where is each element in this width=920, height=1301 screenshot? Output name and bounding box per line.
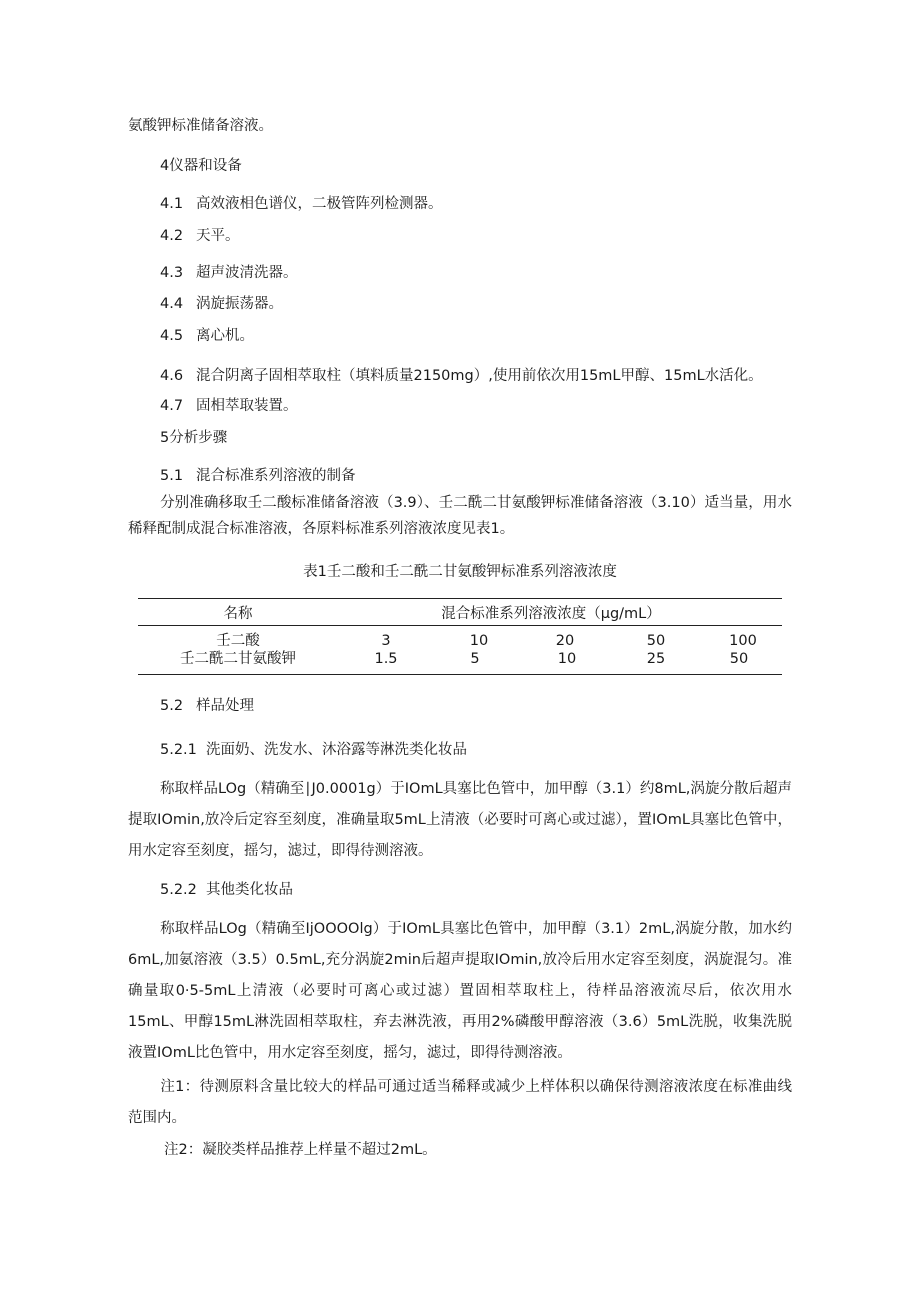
paragraph-5-2-1 [128,774,792,867]
item-number: 4.2 [160,228,184,244]
list-item-4-2 [160,226,240,246]
table-caption: 表1壬二酸和壬二酰二甘氨酸钾标准系列溶液浓度 [303,564,617,580]
item-text: 高效液相色谱仪，二极管阵列检测器。 [196,196,443,212]
list-item-4-6 [160,366,763,386]
item-number: 4.1 [160,196,184,212]
subsection-title: 其他类化妆品 [206,882,293,898]
paragraph-text: 分别准确移取壬二酸标准储备溶液（3.9）、壬二酰二甘氨酸钾标准储备溶液（3.10）适当量，用水稀释配制成混合标准溶液，各原料标准系列溶液浓度见表1。 [128,495,792,537]
subsection-number: 5.2 [160,698,184,714]
subsection-5-2-2-heading [160,880,293,900]
item-number: 4.5 [160,328,184,344]
paragraph-5-2-2 [128,914,792,1069]
paragraph-5-1 [128,490,792,542]
list-item-4-5 [160,326,254,346]
row-value: 10 [469,633,489,649]
list-item-4-1 [160,194,443,214]
intro-line: 氨酸钾标准储备溶液。 [128,118,273,134]
table-bottom-rule [138,674,782,675]
section-5-heading: 5分析步骤 [160,430,228,446]
row-value: 25 [646,651,666,667]
subsection-number: 5.1 [160,468,184,484]
note-2: 注2：凝胶类样品推荐上样量不超过2mL。 [164,1142,437,1158]
item-number: 4.4 [160,296,184,312]
list-item-4-3 [160,263,298,283]
item-text: 固相萃取装置。 [196,398,298,414]
item-number: 4.7 [160,398,184,414]
subsection-title: 样品处理 [196,698,254,714]
paragraph-text: 称取样品LOg（精确至IjOOOOlg）于IOmL具塞比色管中，加甲醇（3.1）2mL,涡旋分散，加水约6mL,加氨溶液（3.5）0.5mL,充分涡旋2min后超声提取IOmin,放冷后用水定容至刻度，涡旋混匀。准确量取0·5-5mL上清液（必要时可离心或过滤）置固相萃取柱上，待样品溶液流尽后，依次用水15mL、甲醇15mL淋洗固相萃取柱，弃去淋洗液，再用2%磷酸甲醇溶液（3.6）5mL洗脱，收集洗脱液置IOmL比色管中，用水定容至刻度，摇匀，滤过，即得待测溶液。 [128,921,792,1061]
row-value: 50 [729,651,749,667]
item-number: 4.6 [160,368,184,384]
item-text: 天平。 [196,228,240,244]
row-name: 壬二酰二甘氨酸钾 [180,651,296,667]
item-number: 4.3 [160,265,184,281]
subsection-5-2-1-heading [160,740,467,760]
row-value: 20 [555,633,575,649]
table-top-rule [138,598,782,599]
row-value: 1.5 [374,651,398,667]
row-value: 50 [646,633,666,649]
list-item-4-4 [160,294,283,314]
section-4-heading: 4仪器和设备 [160,158,242,174]
table-header-rule [138,625,782,626]
row-value: 100 [729,633,757,649]
subsection-number: 5.2.1 [160,742,197,758]
paragraph-text: 称取样品LOg（精确至∣J0.0001g）于IOmL具塞比色管中，加甲醇（3.1）约8mL,涡旋分散后超声提取IOmin,放冷后定容至刻度，准确量取5mL上清液（必要时可离心或过滤），置IOmL具塞比色管中，用水定容至刻度，摇匀，滤过，即得待测溶液。 [128,781,792,859]
item-text: 超声波清洗器。 [196,265,298,281]
row-value: 5 [470,651,480,667]
item-text: 离心机。 [196,328,254,344]
row-value: 3 [381,633,391,649]
subsection-5-1-heading [160,466,356,486]
subsection-5-2-heading [160,696,254,716]
subsection-number: 5.2.2 [160,882,197,898]
subsection-title: 混合标准系列溶液的制备 [196,468,356,484]
note-text: 注1：待测原料含量比较大的样品可通过适当稀释或减少上样体积以确保待测溶液浓度在标准曲线范围内。 [128,1079,792,1126]
table-header-concentration: 混合标准系列溶液浓度（μg∕mL） [441,606,661,622]
note-1 [128,1072,792,1134]
row-value: 10 [557,651,577,667]
table-header-name: 名称 [223,606,253,622]
item-text: 涡旋振荡器。 [196,296,283,312]
row-name: 壬二酸 [216,633,260,649]
subsection-title: 洗面奶、洗发水、沐浴露等淋洗类化妆品 [206,742,467,758]
list-item-4-7 [160,396,298,416]
item-text: 混合阴离子固相萃取柱（填料质量2150mg）,使用前依次用15mL甲醇、15mL水活化。 [196,368,763,384]
